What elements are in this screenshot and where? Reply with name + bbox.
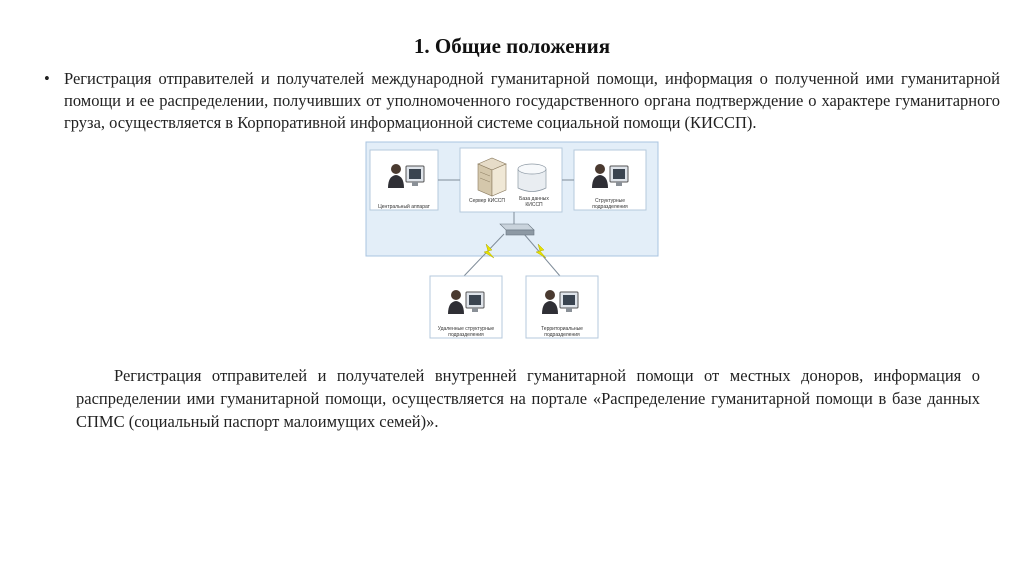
bullet-text: Регистрация отправителей и получателей международной гуманитарной помощи, информация о полученной ими гуманитарной помощи и ее распределении, получивших от уполномоченного государственного органа подтверждение о характере гуманитарного груза, осуществляется в Корпоративной информационной системе социальной помощи (КИССП). bbox=[64, 69, 1000, 132]
database-label: База данных КИССП bbox=[519, 196, 549, 208]
server-label: Сервер КИССП bbox=[468, 198, 506, 204]
structural-label: Структурные подразделения bbox=[592, 198, 628, 210]
bullet-block bbox=[44, 68, 1000, 134]
database-icon bbox=[518, 164, 546, 192]
network-diagram-svg bbox=[364, 140, 664, 345]
network-diagram bbox=[364, 140, 664, 345]
bullet-mark: • bbox=[44, 69, 50, 88]
server-icon bbox=[478, 158, 506, 196]
page-title: 1. Общие положения bbox=[413, 34, 611, 58]
central-box bbox=[370, 150, 438, 210]
body-paragraph: Регистрация отправителей и получателей внутренней гуманитарной помощи от местных доноров, информация о распределении ими гуманитарной помощи, осуществляется на портале «Распределение гуманитарной помощи в базе данных СПМС (социальный паспорт малоимущих семей)». bbox=[76, 366, 980, 431]
remote-label: Удаленные структурные подразделения bbox=[437, 326, 495, 338]
territorial-label: Территориальные подразделения bbox=[541, 326, 583, 338]
central-label: Центральный аппарат bbox=[378, 204, 430, 210]
